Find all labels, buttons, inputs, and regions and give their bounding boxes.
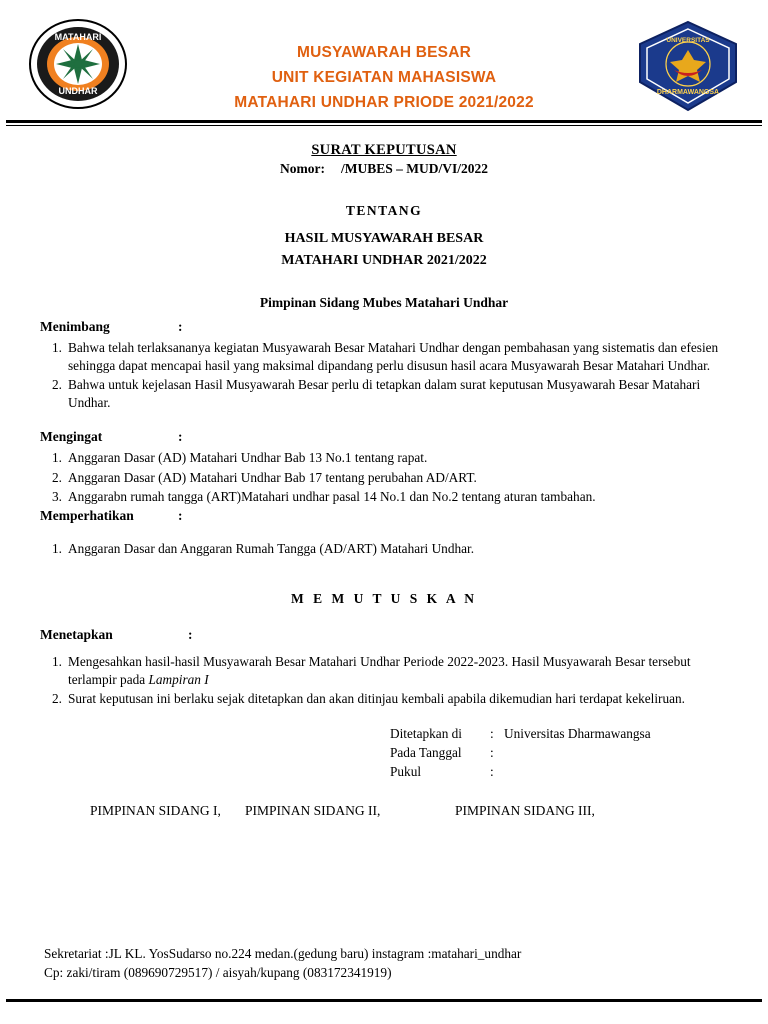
signature-key: Ditetapkan di <box>390 725 463 741</box>
list-item <box>40 469 728 487</box>
list-item-number: 1. <box>52 340 62 355</box>
pimpinan-sidang-heading: Pimpinan Sidang Mubes Matahari Undhar <box>259 295 509 310</box>
subject-line-1: HASIL MUSYAWARAH BESAR <box>284 231 484 246</box>
pimpinan-sidang-1: PIMPINAN SIDANG I, <box>90 802 221 818</box>
memutuskan-heading: M E M U T U S K A N <box>291 591 477 606</box>
letterhead-line-1: MUSYAWARAH BESAR <box>296 44 471 61</box>
signature-key: Pukul <box>390 763 422 779</box>
clause-mengingat <box>40 429 728 506</box>
signature-key: Pada Tanggal <box>390 744 462 760</box>
menimbang-list <box>40 339 728 411</box>
footer-line-1: Sekretariat :JL KL. YosSudarso no.224 medan.(gedung baru) instagram :matahari_undhar <box>44 946 522 961</box>
document-body <box>0 126 768 819</box>
list-item-text: Anggaran Dasar (AD) Matahari Undhar Bab 13 No.1 tentang rapat. <box>68 450 428 465</box>
memperhatikan-label: Memperhatikan <box>40 507 134 523</box>
universitas-dharmawangsa-logo-icon <box>636 20 740 112</box>
menetapkan-row <box>40 627 728 643</box>
list-item-number: 2. <box>52 377 62 392</box>
letterhead <box>0 0 768 120</box>
document-number-value: /MUBES – MUD/VI/2022 <box>340 161 488 176</box>
menimbang-label: Menimbang <box>40 319 110 334</box>
mengingat-list <box>40 449 728 506</box>
footer-line-2: Cp: zaki/tiram (089690729517) / aisyah/kupang (083172341919) <box>44 965 392 980</box>
list-item-number: 3. <box>52 489 62 504</box>
svg-text:UNDHAR: UNDHAR <box>58 86 98 96</box>
signature-row <box>390 762 728 781</box>
list-item <box>40 540 728 558</box>
list-item <box>40 449 728 467</box>
letterhead-line-2: UNIT KEGIATAN MAHASISWA <box>271 69 497 86</box>
signature-row <box>390 743 728 762</box>
signature-colon: : <box>490 744 494 760</box>
svg-text:DHARMAWANGSA: DHARMAWANGSA <box>656 89 720 96</box>
memperhatikan-list <box>40 540 728 558</box>
list-item-text-italic: Lampiran I <box>148 671 209 687</box>
letterhead-line-3: MATAHARI UNDHAR PRIODE 2021/2022 <box>234 94 534 111</box>
list-item <box>40 653 728 688</box>
svg-text:UNIVERSITAS: UNIVERSITAS <box>666 37 710 44</box>
list-item-number: 2. <box>52 691 62 706</box>
list-item <box>40 339 728 374</box>
list-item-number: 1. <box>52 450 62 465</box>
mengingat-colon: : <box>178 429 183 444</box>
document-number-label: Nomor: <box>280 161 325 176</box>
pimpinan-sidang-3: PIMPINAN SIDANG III, <box>455 802 595 818</box>
menetapkan-list <box>40 653 728 708</box>
list-item-text: Bahwa untuk kejelasan Hasil Musyawarah Besar perlu di tetapkan dalam surat keputusan Musyawarah Besar Matahari Undhar. <box>68 377 701 410</box>
menimbang-colon: : <box>178 319 183 334</box>
tentang-heading: TENTANG <box>345 203 423 218</box>
pimpinan-sidang-2: PIMPINAN SIDANG II, <box>245 802 381 818</box>
list-item-text: Anggaran Dasar (AD) Matahari Undhar Bab 17 tentang perubahan AD/ART. <box>68 469 477 485</box>
menetapkan-label: Menetapkan <box>40 627 113 642</box>
list-item <box>40 690 728 708</box>
svg-text:MATAHARI: MATAHARI <box>54 32 102 42</box>
signature-row <box>390 724 728 743</box>
list-item-text <box>68 653 728 688</box>
signature-colon: : <box>490 763 494 779</box>
list-item-number: 1. <box>52 654 62 669</box>
list-item-number: 2. <box>52 469 62 485</box>
list-item-text-main: Mengesahkan hasil-hasil Musyawarah Besar Matahari Undhar Periode 2022-2023. Hasil Musyawarah Besar tersebut terlampir pada <box>68 654 691 687</box>
signature-value: Universitas Dharmawangsa <box>504 725 651 741</box>
list-item-text: Surat keputusan ini berlaku sejak ditetapkan dan akan ditinjau kembali apabila dikemudian hari terdapat kekeliruan. <box>68 691 685 706</box>
mengingat-label: Mengingat <box>40 429 103 444</box>
signature-names-row <box>40 803 728 819</box>
list-item <box>40 376 728 411</box>
subject-line-2: MATAHARI UNDHAR 2021/2022 <box>281 253 487 268</box>
matahari-undhar-logo-icon <box>28 18 128 110</box>
clause-memperhatikan <box>40 508 728 558</box>
document-title: SURAT KEPUTUSAN <box>311 142 457 158</box>
signature-colon: : <box>490 725 494 741</box>
list-item-text: Anggaran Dasar dan Anggaran Rumah Tangga (AD/ART) Matahari Undhar. <box>68 540 475 556</box>
clause-menimbang <box>40 319 728 411</box>
footer-divider-thick <box>6 999 762 1002</box>
signature-details <box>390 724 728 781</box>
footer <box>0 944 768 982</box>
document-number <box>40 161 728 177</box>
list-item <box>40 488 728 506</box>
list-item-number: 1. <box>52 540 62 556</box>
list-item-text: Bahwa telah terlaksananya kegiatan Musyawarah Besar Matahari Undhar dengan pembahasan yang sistematis dan efesien sehingga dapat mencapai hasil yang maksimal dipandang perlu disusun hasil acara Musyawarah Besar Matahari Undhar. <box>68 340 719 373</box>
list-item-text: Anggarabn rumah tangga (ART)Matahari undhar pasal 14 No.1 dan No.2 tentang aturan tambahan. <box>68 489 596 504</box>
menetapkan-colon: : <box>188 627 193 642</box>
memperhatikan-colon: : <box>178 507 183 523</box>
